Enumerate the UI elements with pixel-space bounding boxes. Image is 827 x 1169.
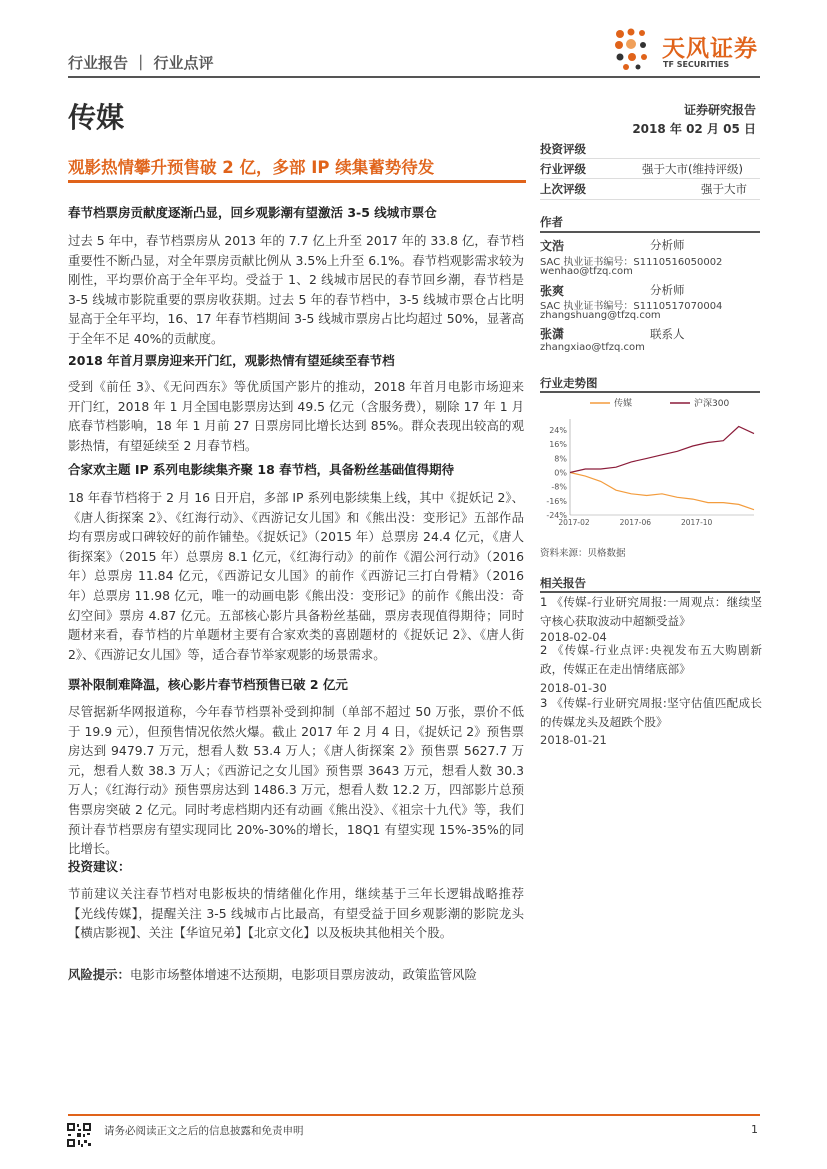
author-role: 联系人 bbox=[650, 327, 685, 341]
series-line-media bbox=[570, 473, 754, 510]
author-name: 文浩 bbox=[540, 239, 565, 253]
risk-line bbox=[68, 965, 524, 985]
y-tick-label: 16% bbox=[549, 440, 567, 450]
section-title-2: 2018 年首月票房迎来开门红，观影热情有望延续至春节档 bbox=[68, 353, 395, 368]
brand-name-cn: 天风证券 bbox=[662, 36, 758, 62]
risk-text: 电影市场整体增速不达预期，电影项目票房波动，政策监管风险 bbox=[129, 967, 477, 982]
brand-name-en: TF SECURITIES bbox=[663, 60, 730, 69]
header-divider bbox=[68, 76, 760, 78]
related-report-link[interactable]: 1 《传媒-行业研究周报:一周观点：继续坚守核心获取波动中超额受益》 bbox=[540, 595, 762, 629]
y-tick-label: 0% bbox=[554, 468, 567, 478]
section-text-2: 受到《前任 3》、《无问西东》等优质国产影片的推动，2018 年首月电影市场迎来开门红，2018 年 1 月全国电影票房达到 49.5 亿元（含服务费），剔除 17 年 1 月底春节档影响，18 年 1 月前 27 日票房同比增长达到 85%。群众表现出较高的观影热情，有望延续至 2 月春节档。 bbox=[68, 379, 524, 453]
section-title-1: 春节档票房贡献度逐渐凸显，回乡观影潮有望激活 3-5 线城市票仓 bbox=[68, 205, 437, 220]
footer-divider bbox=[68, 1114, 760, 1116]
section-title-4: 票补限制难降温，核心影片春节档预售已破 2 亿元 bbox=[68, 677, 348, 692]
headline-divider bbox=[68, 180, 526, 183]
legend-label: 沪深300 bbox=[694, 399, 730, 409]
section-title-3: 合家欢主题 IP 系列电影续集齐聚 18 春节档，具备粉丝基础值得期待 bbox=[68, 462, 455, 477]
related-report-link[interactable]: 2 《传媒-行业点评:央视发布五大购剧新政，传媒正在走出情绪底部》 bbox=[540, 643, 762, 677]
author-email[interactable]: wenhao@tfzq.com bbox=[540, 266, 633, 277]
advice-text: 节前建议关注春节档对电影板块的情绪催化作用，继续基于三年长逻辑战略推荐【光线传媒】，提醒关注 3-5 线城市占比最高，有望受益于回乡观影潮的影院龙头【横店影视】、关注【华谊兄弟】【北京文化】以及板块其他相关个股。 bbox=[68, 886, 524, 941]
x-tick-label: 2017-10 bbox=[680, 518, 713, 527]
industry-rating-value: 强于大市(维持评级) bbox=[642, 162, 743, 176]
page-number: 1 bbox=[751, 1123, 758, 1136]
rating-divider bbox=[540, 199, 760, 200]
y-tick-label: -16% bbox=[546, 496, 567, 506]
qr-code-icon[interactable] bbox=[66, 1122, 92, 1148]
rating-divider bbox=[540, 178, 760, 179]
related-report-date: 2018-01-30 bbox=[540, 681, 607, 695]
advice-title: 投资建议： bbox=[68, 859, 131, 874]
trend-title: 行业走势图 bbox=[540, 376, 598, 390]
headline: 观影热情攀升预售破 2 亿，多部 IP 续集蓄势待发 bbox=[68, 158, 435, 177]
footer-disclaimer[interactable]: 请务必阅读正文之后的信息披露和免责申明 bbox=[104, 1125, 304, 1137]
industry-trend-chart bbox=[540, 393, 760, 535]
document-date: 2018 年 02 月 05 日 bbox=[632, 122, 756, 136]
sector-title: 传媒 bbox=[68, 101, 125, 134]
x-tick-label: 2017-06 bbox=[619, 518, 652, 527]
rating-divider bbox=[540, 158, 760, 159]
industry-rating-label: 行业评级 bbox=[540, 162, 586, 176]
prev-rating-label: 上次评级 bbox=[540, 182, 586, 196]
prev-rating-value: 强于大市 bbox=[701, 182, 747, 196]
y-tick-label: -8% bbox=[551, 482, 567, 492]
y-tick-label: 8% bbox=[554, 454, 567, 464]
author-name: 张爽 bbox=[540, 284, 565, 298]
legend-label: 传媒 bbox=[614, 399, 633, 409]
related-report-date: 2018-02-04 bbox=[540, 630, 607, 644]
section-text-1: 过去 5 年中，春节档票房从 2013 年的 7.7 亿上升至 2017 年的 33.8 亿，春节档重要性不断凸显，对全年票房贡献比例从 3.5%上升至 6.1%。春节档观影需求较为刚性，平均票价高于全年平均。受益于 1、2 线城市居民的春节回乡潮，春节档是 3-5 线城市影院重要的票房收获期。过去 5 年的春节档中，3-5 线城市票仓占比明显高于全年平均，16、17 年春节档期间 3-5 线城市票房占比均超过 50%，显著高于全年不足 40%的贡献度。 bbox=[68, 233, 524, 346]
author-role: 分析师 bbox=[650, 283, 685, 297]
section-text-4: 尽管据新华网报道称，今年春节档票补受到抑制（单部不超过 50 万张，票价不低于 19.9 元），但预售情况依然火爆。截止 2017 年 2 月 4 日，《捉妖记 2》预售票房达到 9479.7 万元，想看人数 53.4 万人；《唐人街探案 2》预售票 5627.7 万元，想看人数 38.3 万人；《西游记之女儿国》预售票 3643 万元，想看人数 30.3 万人；《红海行动》预售票房达到 1486.3 万元，想看人数 12.2 万，四部影片总预售票房突破 2 亿元。同时考虑档期内还有动画《熊出没》、《祖宗十九代》等，我们预计春节档票房有望实现同比 20%-30%的增长，18Q1 有望实现 15%-35%的同比增长。 bbox=[68, 704, 524, 857]
series-line-hs300 bbox=[570, 427, 754, 473]
author-email[interactable]: zhangxiao@tfzq.com bbox=[540, 342, 645, 353]
author-cert: SAC 执业证书编号：S1110517070004 bbox=[540, 301, 723, 312]
chart-source: 资料来源：贝格数据 bbox=[540, 548, 626, 559]
author-cert: SAC 执业证书编号：S1110516050002 bbox=[540, 257, 723, 268]
related-report-date: 2018-01-21 bbox=[540, 733, 607, 747]
author-name: 张潇 bbox=[540, 327, 565, 341]
x-tick-label: 2017-02 bbox=[558, 518, 590, 527]
authors-title: 作者 bbox=[540, 215, 563, 229]
section-text-3: 18 年春节档将于 2 月 16 日开启，多部 IP 系列电影续集上线，其中《捉妖记 2》、《唐人街探案 2》、《红海行动》、《西游记女儿国》和《熊出没：变形记》五部作品均有票房或口碑较好的前作铺垫。《捉妖记》（2015 年）总票房 24.4 亿元，《唐人街探案》（2015 年）总票房 8.1 亿元，《红海行动》的前作《湄公河行动》（2016 年）总票房 11.84 亿元，《西游记女儿国》的前作《西游记三打白骨精》（2016 年）总票房 11.98 亿元，唯一的动画电影《熊出没：变形记》的前作《熊出没：奇幻空间》票房 4.87 亿元。五部核心影片具备粉丝基础，票房表现值得期待；同时题材来看，春节档的片单题材主要有合家欢类的喜剧题材的《捉妖记 2》、《唐人街 2》、《西游记女儿国》等，适合春节举家观影的场景需求。 bbox=[68, 490, 524, 662]
y-tick-label: 24% bbox=[549, 426, 567, 436]
risk-label: 风险提示： bbox=[68, 967, 130, 982]
authors-divider bbox=[540, 231, 760, 233]
author-role: 分析师 bbox=[650, 238, 685, 252]
logo-dots-icon bbox=[612, 26, 658, 72]
y-tick-label: -24% bbox=[546, 511, 567, 520]
report-type: 行业报告 ｜ 行业点评 bbox=[68, 54, 214, 72]
brand-logo bbox=[612, 22, 762, 74]
related-title: 相关报告 bbox=[540, 576, 586, 590]
related-report-link[interactable]: 3 《传媒-行业研究周报:坚守估值匹配成长的传媒龙头及超跌个股》 bbox=[540, 696, 762, 730]
rating-title: 投资评级 bbox=[540, 142, 586, 156]
author-email[interactable]: zhangshuang@tfzq.com bbox=[540, 310, 661, 321]
document-kind: 证券研究报告 bbox=[683, 103, 756, 117]
